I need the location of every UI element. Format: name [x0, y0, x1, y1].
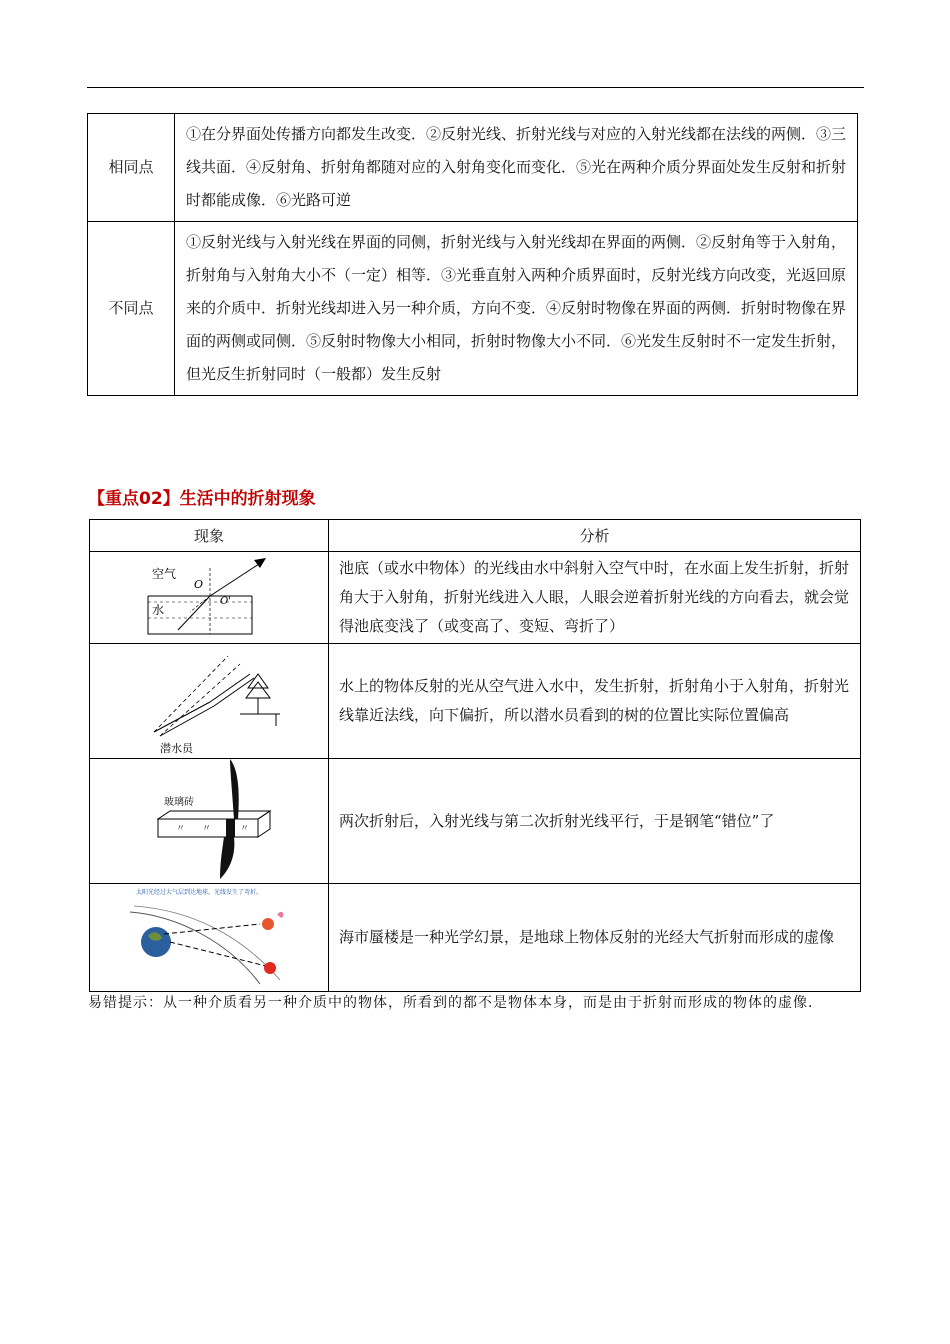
compare-table: [87, 113, 858, 396]
table-row: [88, 222, 858, 396]
point-o-label: O: [194, 577, 204, 591]
table-row: [90, 759, 861, 884]
refraction-table: [89, 519, 861, 992]
header-analysis: 分析: [329, 520, 861, 552]
glass-label: 玻璃砖: [164, 797, 194, 808]
mirage-caption: 太阳光经过大气层到达地球，光线发生了弯折。: [136, 889, 263, 896]
water-label: 水: [152, 602, 165, 617]
mirage-figure: [90, 884, 328, 991]
pool-depth-figure: [90, 554, 328, 642]
diver-tree-figure: [90, 644, 328, 758]
row-label-diff: 不同点: [88, 222, 175, 396]
row-text-diff: ①反射光线与入射光线在界面的同侧，折射光线与入射光线却在界面的两侧．②反射角等于入射角，折射角与入射角大小不（一定）相等．③光垂直射入两种介质界面时，反射光线方向改变，光返回原来的介质中．折射光线却进入另一种介质，方向不变．④反射时物像在界面的两侧．折射时物像在界面的两侧或同侧．⑤反射时物像大小相同，折射时物像大小不同．⑥光发生反射时不一定发生折射，但光反生折射同时（一般都）发生反射: [175, 222, 858, 396]
diver-figure-cell: [90, 644, 329, 759]
error-tip: 易错提示：从一种介质看另一种介质中的物体，所看到的都不是物体本身，而是由于折射而形成的物体的虚像．: [88, 995, 823, 1011]
glass-mark: 〃: [176, 824, 186, 834]
section-title: 【重点02】生活中的折射现象: [88, 489, 316, 509]
row-text-same: ①在分界面处传播方向都发生改变．②反射光线、折射光线与对应的入射光线都在法线的两侧．③三线共面．④反射角、折射角都随对应的入射角变化而变化．⑤光在两种介质分界面处发生反射和折射时都能成像．⑥光路可逆: [175, 114, 858, 222]
analysis-pool: 池底（或水中物体）的光线由水中斜射入空气中时，在水面上发生折射，折射角大于入射角，折射光线进入人眼，人眼会逆着折射光线的方向看去，就会觉得池底变浅了（或变高了、变短、弯折了）: [329, 552, 861, 644]
point-o-prime-label: O': [220, 595, 231, 607]
glass-pen-figure: [90, 759, 328, 883]
glass-mark: 〃: [202, 824, 212, 834]
table-row: [90, 644, 861, 759]
analysis-mirage: 海市蜃楼是一种光学幻景，是地球上物体反射的光经大气折射而形成的虚像: [329, 884, 861, 992]
table-row: [90, 884, 861, 992]
header-rule: [87, 87, 864, 88]
pool-figure-cell: [90, 552, 329, 644]
mirage-figure-cell: [90, 884, 329, 992]
table-row: [90, 552, 861, 644]
air-label: 空气: [152, 566, 177, 581]
glass-mark: 〃: [240, 824, 250, 834]
table-header-row: [90, 520, 861, 552]
analysis-glass: 两次折射后，入射光线与第二次折射光线平行，于是钢笔“错位”了: [329, 759, 861, 884]
glass-figure-cell: [90, 759, 329, 884]
header-phenomenon: 现象: [90, 520, 329, 552]
diver-label: 潜水员: [160, 742, 193, 755]
table-row: [88, 114, 858, 222]
row-label-same: 相同点: [88, 114, 175, 222]
analysis-diver: 水上的物体反射的光从空气进入水中，发生折射，折射角小于入射角，折射光线靠近法线，向下偏折，所以潜水员看到的树的位置比实际位置偏高: [329, 644, 861, 759]
